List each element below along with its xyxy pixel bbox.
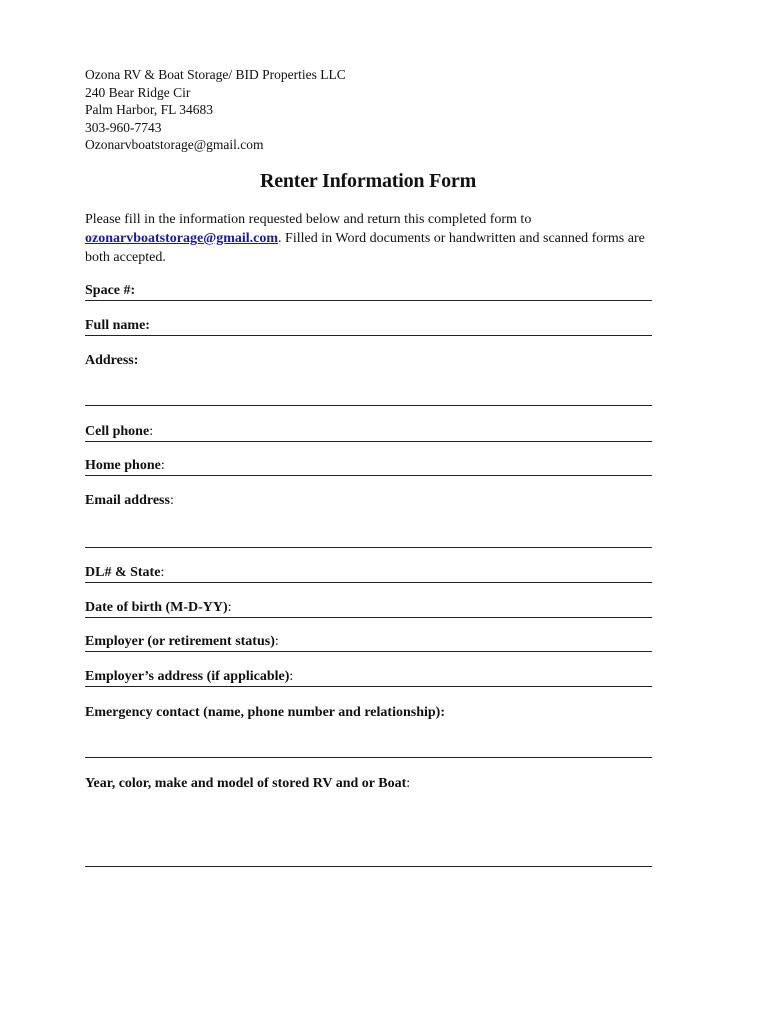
label-employer: Employer (or retirement status): (85, 634, 279, 649)
company-phone: 303-960-7743 (85, 119, 162, 135)
line-date-of-birth (85, 617, 652, 618)
email-link[interactable]: ozonarvboatstorage@gmail.com (85, 230, 279, 246)
intro-paragraph (85, 211, 660, 267)
company-street: 240 Bear Ridge Cir (85, 84, 191, 100)
line-employer (85, 651, 652, 652)
company-name: Ozona RV & Boat Storage/ BID Properties LLC (85, 67, 346, 82)
line-full-name (85, 335, 652, 336)
label-dl-state: DL# & State: (85, 565, 165, 580)
line-home-phone (85, 475, 652, 476)
line-dl-state (85, 582, 652, 583)
line-emergency-contact (85, 757, 652, 758)
line-space (85, 300, 652, 301)
label-home-phone: Home phone: (85, 458, 165, 473)
intro-text-after: . Filled in Word documents or handwritten and scanned forms are both accepted. (85, 230, 645, 265)
label-date-of-birth: Date of birth (M-D-YY): (85, 600, 232, 615)
line-cell-phone (85, 441, 652, 442)
label-vehicle: Year, color, make and model of stored RV and or Boat: (85, 776, 411, 791)
label-employer-address: Employer’s address (if applicable): (85, 669, 294, 684)
label-address: Address: (85, 353, 139, 368)
intro-text-before: Please fill in the information requested below and return this completed form to (85, 212, 532, 227)
line-email-address (85, 547, 652, 548)
label-cell-phone: Cell phone: (85, 424, 154, 439)
line-employer-address (85, 686, 652, 687)
line-vehicle (85, 866, 652, 867)
label-email-address: Email address: (85, 493, 174, 508)
company-email: Ozonarvboatstorage@gmail.com (85, 137, 264, 153)
line-address (85, 405, 652, 406)
form-title: Renter Information Form (259, 170, 477, 192)
label-space: Space #: (85, 283, 136, 298)
label-full-name: Full name: (85, 318, 150, 333)
label-emergency-contact: Emergency contact (name, phone number and relationship): (85, 705, 445, 720)
company-city: Palm Harbor, FL 34683 (85, 102, 213, 118)
company-header (85, 66, 346, 154)
